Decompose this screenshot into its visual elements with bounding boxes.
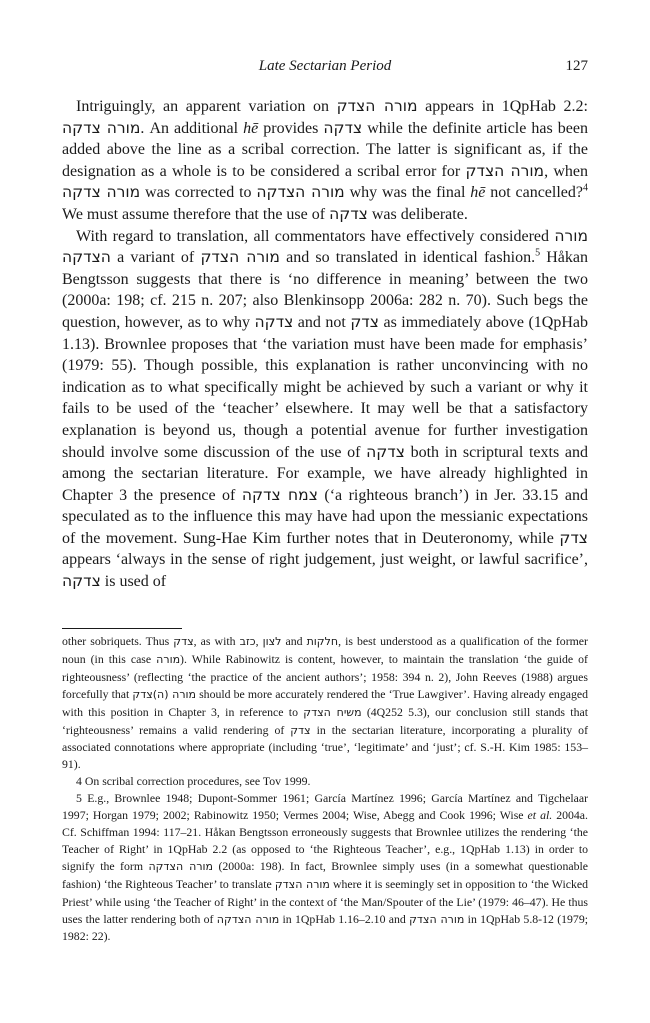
hebrew-term: מורה הצדק: [274, 877, 330, 891]
page-number: 127: [565, 58, 588, 74]
hebrew-term: צדק: [290, 723, 311, 737]
hebrew-term: צדקה: [366, 442, 405, 461]
hebrew-term: מורה: [156, 652, 181, 666]
hebrew-term: כזב: [239, 635, 256, 648]
footnote-rule: [62, 628, 182, 629]
paragraph-2: With regard to translation, all commentators have effectively considered מורה הצדקה a variant of מורה הצדק and so translated in identical fashion.$^5$ Håkan Bengtsson suggests that there is ‘no difference in meaning’ between the two (2000a: 198; cf. 215 n. 207; also Blenkinsopp 2006a: 282 n. 70). Such begs the question, however, as to why צדקה and not צדק as immediately above (1QpHab 1.13). Brownlee proposes that ‘the variation must have been made for emphasis’ (1979: 55). Though possible, this explanation is rather unconvincing with no indication as to what specifically might be achieved by such a variant or why it fails to be used of the ‘teacher’ elsewhere. It may well be that a satisfactory explanation is beyond us, though a potential avenue for further investigation should involve some discussion of the use of צדקה both in scriptural texts and among the sectarian literature. For example, we have already highlighted in Chapter 3 the presence of צמח צדקה (‘a righteous branch’) in Jer. 33.15 and speculated as to the influence this may have had upon the messianic expectations of the movement. Sung-Hae Kim further notes that in Deuteronomy, while צדק appears ‘always in the sense of right judgement, just weight, or lawful sacrifice’, צדקה is used of: [62, 226, 589, 591]
hebrew-term: צדקה: [254, 312, 294, 331]
hebrew-term: מורה צדקה: [62, 118, 141, 137]
hebrew-term: צדקה: [329, 204, 368, 223]
hebrew-term: צדקה: [62, 572, 101, 591]
hebrew-term: צדק: [350, 312, 379, 331]
hebrew-term: מורה הצדקה: [256, 183, 345, 202]
hebrew-term: מורה הצדקה: [62, 226, 588, 267]
hebrew-term: מורה הצדק: [336, 97, 418, 115]
hebrew-term: מורה הצדקה: [148, 859, 213, 873]
main-text: [62, 96, 588, 593]
footnotes: [62, 633, 588, 945]
footnote-marker: 4: [583, 183, 588, 195]
running-title: Late Sectarian Period: [258, 58, 392, 74]
footnote-continuation: other sobriquets. Thus צדק, as with כזב, לצון and חלקות, is best understood as a qualification of the former noun (in this case מורה). While Rabinowitz is content, however, to maintain the translation ‘the guide of righteousness’ (reflecting ‘the practice of the ancient authors’; 1958: 394 n. 2), John Reeves (1988) argues forcefully that מורה (ה)צדק should be more accurately rendered the ‘True Lawgiver’. Having already engaged with this position in Chapter 3, in reference to משיח הצדק (4Q252 5.3), our conclusion still stands that ‘righteousness’ remains a valid rendering of צדק in the sectarian literature, incorporating a plurality of associated connotations where appropriate (including ‘true’, ‘legitimate’ and ‘just’; cf. S.-H. Kim 1985: 153–91).: [62, 634, 588, 772]
hebrew-term: צדק: [559, 528, 588, 547]
hebrew-term: מורה צדקה: [62, 183, 141, 202]
hebrew-term: צדקה: [323, 118, 363, 137]
hebrew-term: משיח הצדק: [303, 705, 362, 719]
hebrew-term: מורה (ה)צדק: [132, 687, 196, 701]
hebrew-term: צמח צדקה: [241, 485, 318, 504]
hebrew-term: חלקות: [306, 635, 339, 648]
italic-term: hē: [243, 119, 259, 137]
paragraph-1: Intriguingly, an apparent variation on מורה הצדק appears in 1QpHab 2.2: מורה צדקה. An additional hē provides צדקה while the definite article has been added above the line as a scribal correction. The latter is significant as, if the designation as a whole is to be considered a scribal error for מורה הצדק, when מורה צדקה was corrected to מורה הצדקה why was the final hē not cancelled?$^4$ We must assume therefore that the use of צדקה was deliberate.: [62, 97, 589, 223]
hebrew-term: מורה הצדק: [465, 161, 545, 180]
hebrew-term: מורה הצדקה: [216, 912, 280, 926]
hebrew-term: לצון: [262, 635, 282, 648]
running-header: [62, 58, 588, 80]
footnote-5: 5 E.g., Brownlee 1948; Dupont-Sommer 1961; García Martínez 1996; García Martínez and Tigchelaar 1997; Horgan 1979; 2002; Rabinowitz 1950; Vermes 2004; Wise, Abegg and Cook 1996; Wise et al. 2004a. Cf. Schiffman 1994: 117–21. Håkan Bengtsson erroneously suggests that Brownlee utilizes the rendering ‘the Teacher of Right’ in 1QpHab 2.2 (as opposed to ‘the Righteous Teacher’, e.g., 1QpHab 1.13) in order to signify the form מורה הצדקה (2000a: 198). In fact, Brownlee simply uses (in a somewhat questionable fashion) ‘the Righteous Teacher’ to translate מורה הצדק where it is seemingly set in opposition to ‘the Wicked Priest’ while using ‘the Teacher of Right’ in the context of ‘the Man/Spouter of the Lie’ (1979: 46–47). He thus uses the latter rendering both of מורה הצדקה in 1QpHab 1.16–2.10 and מורה הצדק in 1QpHab 5.8-12 (1979; 1982: 22).: [62, 791, 588, 944]
italic-term: hē: [470, 184, 486, 202]
hebrew-term: צדק: [173, 635, 194, 648]
hebrew-term: מורה הצדק: [409, 912, 465, 926]
footnote-4: 4 On scribal correction procedures, see Tov 1999.: [76, 774, 311, 789]
footnote-marker: 5: [535, 247, 541, 259]
hebrew-term: מורה הצדק: [200, 248, 280, 267]
italic-term: et al.: [527, 808, 553, 823]
